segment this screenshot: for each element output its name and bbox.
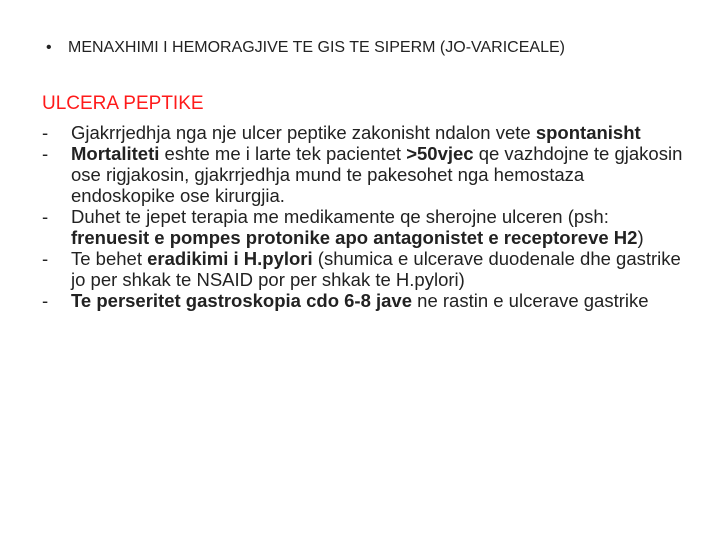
item-text-bold: >50vjec	[406, 143, 474, 164]
item-text-bold: eradikimi i H.pylori	[147, 248, 313, 269]
item-dash: -	[42, 290, 49, 311]
item-text-part: qe vazhdojne te gjakosin ose rigjakosin, gjakrrjedhja mund te pakesohet nga hemostaza endoskopike ose kirurgjia.	[71, 143, 683, 206]
item-text-part: eshte me i larte tek pacientet	[159, 143, 407, 164]
item-dash: -	[42, 206, 49, 227]
list-item	[42, 290, 692, 311]
list-item	[42, 143, 692, 206]
item-text-part: ne rastin e ulcerave gastrike	[412, 290, 649, 311]
slide-title	[46, 38, 565, 58]
item-text-bold: spontanisht	[535, 122, 641, 143]
section-heading: ULCERA PEPTIKE	[42, 93, 204, 114]
item-dash: -	[42, 248, 49, 269]
list-item	[42, 122, 692, 143]
item-text-bold: Mortaliteti	[71, 143, 160, 164]
title-bullet: •	[46, 39, 52, 56]
item-text-part: Te behet	[71, 248, 148, 269]
bullet-list	[42, 122, 692, 311]
title-text: MENAXHIMI I HEMORAGJIVE TE GIS TE SIPERM (JO-VARICEALE)	[68, 39, 565, 56]
list-item	[42, 248, 692, 290]
item-text-bold: frenuesit e pompes protonike apo antagonistet e receptoreve H2	[71, 227, 638, 248]
item-text-part: (shumica e ulcerave duodenale dhe gastrike jo per shkak te NSAID por per shkak te H.pylori)	[71, 248, 681, 290]
item-text-part: Gjakrrjedhja nga nje ulcer peptike zakonisht ndalon vete	[71, 122, 536, 143]
item-text-bold: Te perseritet gastroskopia cdo 6-8 jave	[71, 290, 413, 311]
item-text-part: Duhet te jepet terapia me medikamente qe sherojne ulceren (psh:	[71, 206, 609, 227]
item-dash: -	[42, 143, 49, 164]
item-text-part: )	[637, 227, 644, 248]
item-dash: -	[42, 122, 49, 143]
list-item	[42, 206, 692, 248]
